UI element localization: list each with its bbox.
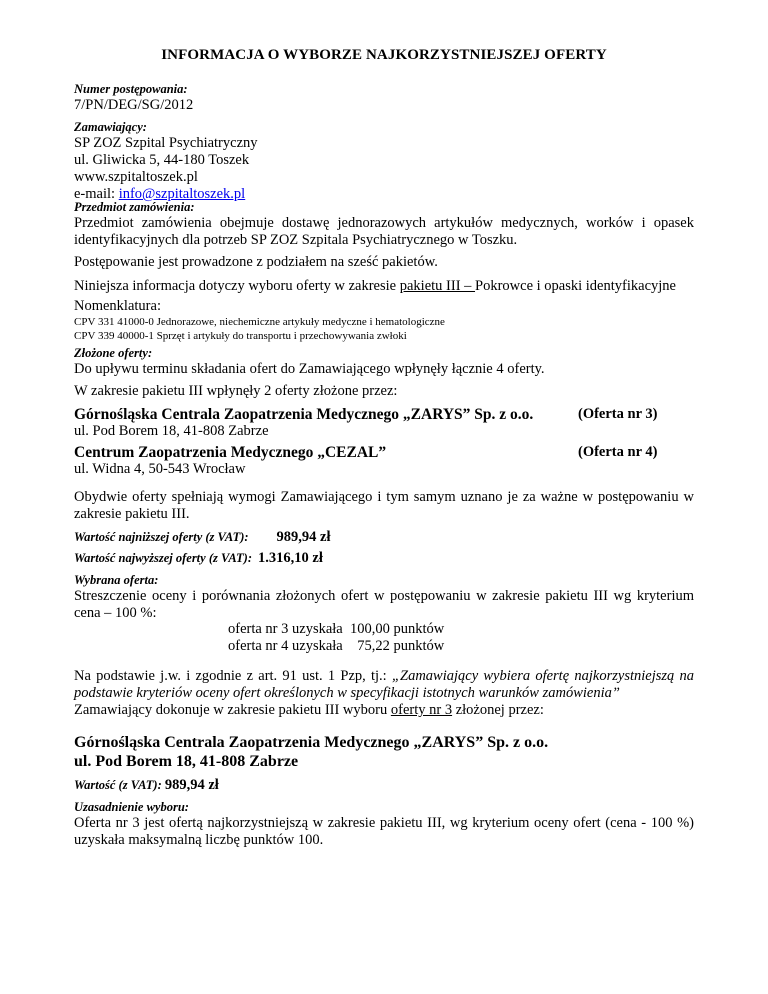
scope-package: pakietu III – xyxy=(399,278,476,294)
offer-1 xyxy=(74,406,694,440)
basis-selection-suffix: złożonej przez: xyxy=(452,702,544,718)
email-prefix: e-mail: xyxy=(74,186,119,202)
justification-label: Uzasadnienie wyboru: xyxy=(74,800,189,814)
submitted-label: Złożone oferty: xyxy=(74,346,153,360)
subject-label: Przedmiot zamówienia: xyxy=(74,200,195,214)
offer-1-number: (Oferta nr 3) xyxy=(578,406,658,422)
buyer-www: www.szpitaltoszek.pl xyxy=(74,169,198,185)
lowest-value: 989,94 zł xyxy=(276,529,331,545)
winner-value: 989,94 zł xyxy=(164,777,219,793)
offer-1-company: Górnośląska Centrala Zaopatrzenia Medycznego „ZARYS” Sp. z o.o. xyxy=(74,406,534,423)
scope-prefix: Niniejsza informacja dotyczy wyboru oferty w zakresie xyxy=(74,278,400,294)
basis-prefix: Na podstawie j.w. i zgodnie z art. 91 ust. 1 Pzp, tj.: xyxy=(74,668,392,684)
scores-list xyxy=(228,621,444,655)
chosen-label: Wybrana oferta: xyxy=(74,573,159,587)
nomenclature-label: Nomenklatura: xyxy=(74,298,161,314)
procedure-value: 7/PN/DEG/SG/2012 xyxy=(74,97,194,113)
buyer-address: ul. Gliwicka 5, 44-180 Toszek xyxy=(74,152,250,168)
submitted-section xyxy=(74,346,694,378)
highest-value-line xyxy=(74,550,694,567)
basis-offer-ref: oferty nr 3 xyxy=(390,702,453,718)
nomenclature-section xyxy=(74,298,694,343)
submitted-text: Do upływu terminu składania ofert do Zamawiającego wpłynęły łącznie 4 oferty. xyxy=(74,361,545,377)
basis-selection-prefix: Zamawiający dokonuje w zakresie pakietu III wyboru xyxy=(74,702,391,718)
winner-value-line xyxy=(74,777,694,794)
document-title: INFORMACJA O WYBORZE NAJKORZYSTNIEJSZEJ OFERTY xyxy=(161,47,607,63)
email-link[interactable]: info@szpitaltoszek.pl xyxy=(118,186,246,202)
offer-2-company: Centrum Zaopatrzenia Medycznego „CEZAL” xyxy=(74,444,387,461)
highest-value: 1.316,10 zł xyxy=(258,550,323,566)
basis-quote: „Zamawiający wybiera ofertę najkorzystniejszą na podstawie kryteriów oceny ofert określonych w specyfikacji istotnych warunków zamówienia” xyxy=(74,668,694,701)
winner-company: Górnośląska Centrala Zaopatrzenia Medycznego „ZARYS” Sp. z o.o. xyxy=(74,734,549,751)
validity-text: Obydwie oferty spełniają wymogi Zamawiającego i tym samym uznano je za ważne w postępowaniu w zakresie pakietu III. xyxy=(74,489,694,522)
winner-address: ul. Pod Borem 18, 41-808 Zabrze xyxy=(74,753,299,770)
subject-section xyxy=(74,200,694,249)
winner-section xyxy=(74,733,694,771)
offer-2-address: ul. Widna 4, 50-543 Wrocław xyxy=(74,461,246,477)
submitted-intro: W zakresie pakietu III wpłynęły 2 oferty złożone przez: xyxy=(74,383,398,399)
cpv-code-2: CPV 339 40000-1 Sprzęt i artykuły do transportu i przechowywania zwłoki xyxy=(74,330,407,342)
lowest-label: Wartość najniższej oferty (z VAT): xyxy=(74,530,249,544)
scope-line xyxy=(74,278,694,295)
scope-rest: Pokrowce i opaski identyfikacyjne xyxy=(475,278,676,294)
procedure-section xyxy=(74,82,694,114)
winner-value-label: Wartość (z VAT): xyxy=(74,778,165,792)
highest-label: Wartość najwyższej oferty (z VAT): xyxy=(74,551,253,565)
subject-text: Przedmiot zamówienia obejmuje dostawę jednorazowych artykułów medycznych, worków i opasek identyfikacyjnych dla potrzeb SP ZOZ Szpitala Psychiatrycznego w Toszku. xyxy=(74,215,694,248)
justification-text: Oferta nr 3 jest ofertą najkorzystniejszą w zakresie pakietu III, wg kryterium oceny ofert (cena - 100 %) uzyskała maksymalną liczbę punktów 100. xyxy=(74,815,694,848)
offer-2 xyxy=(74,444,694,478)
buyer-label: Zamawiający: xyxy=(74,120,147,134)
procedure-label: Numer postępowania: xyxy=(74,82,188,96)
basis-selection-line xyxy=(74,702,694,719)
offer-1-address: ul. Pod Borem 18, 41-808 Zabrze xyxy=(74,423,269,439)
lowest-value-line xyxy=(74,529,694,546)
chosen-section xyxy=(74,573,694,622)
score-offer-3: oferta nr 3 uzyskała 100,00 punktów xyxy=(228,621,445,637)
chosen-text: Streszczenie oceny i porównania złożonych ofert w postępowaniu w zakresie pakietu III wg kryterium cena – 100 %: xyxy=(74,588,694,621)
score-offer-4: oferta nr 4 uzyskała 75,22 punktów xyxy=(228,638,445,654)
buyer-section xyxy=(74,120,694,203)
justification-section xyxy=(74,800,694,849)
cpv-code-1: CPV 331 41000-0 Jednorazowe, niechemiczne artykuły medyczne i hematologiczne xyxy=(74,316,445,328)
offer-2-number: (Oferta nr 4) xyxy=(578,444,658,460)
packages-note: Postępowanie jest prowadzone z podziałem na sześć pakietów. xyxy=(74,254,438,270)
basis-text xyxy=(74,668,694,702)
buyer-name: SP ZOZ Szpital Psychiatryczny xyxy=(74,135,258,151)
